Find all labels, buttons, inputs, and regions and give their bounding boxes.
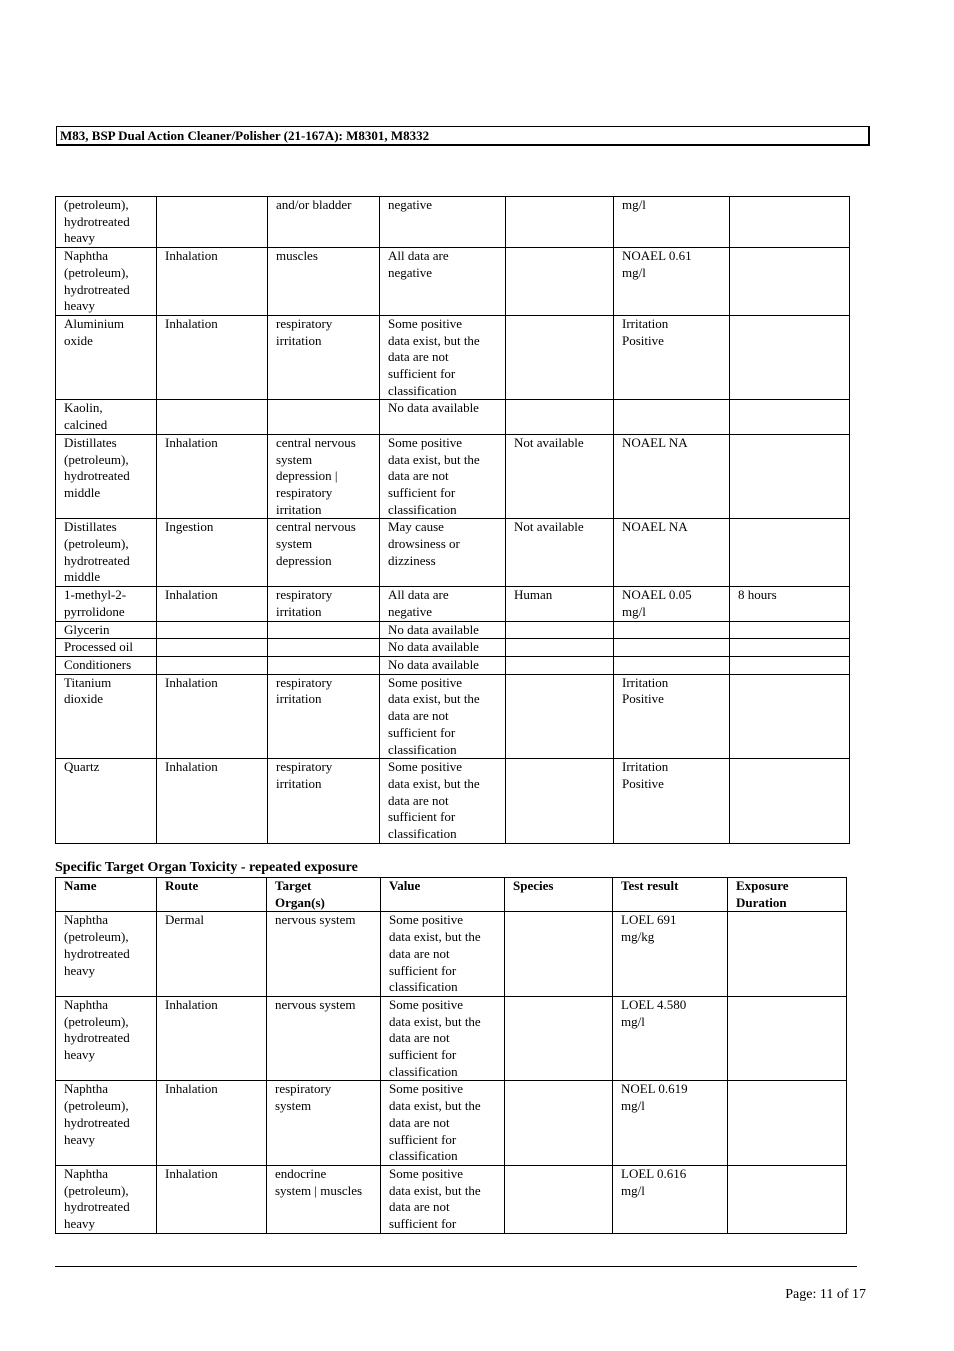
column-header: Target Organ(s) [267,878,381,912]
column-header: Species [505,878,613,912]
name-cell: Quartz [56,759,157,844]
route-cell [157,400,268,434]
exposure-duration-cell: 8 hours [730,587,850,621]
species-cell [506,197,614,248]
route-cell: Dermal [157,912,267,997]
route-cell: Inhalation [157,996,267,1081]
target-organ-cell: endocrine system | muscles [267,1165,381,1233]
value-cell: Some positive data exist, but the data are not sufficient for classification [381,996,505,1081]
single-exposure-table [55,196,850,844]
exposure-duration-cell [730,639,850,657]
test-result-cell: LOEL 4.580 mg/l [613,996,728,1081]
table-row [56,639,850,657]
target-organ-cell: respiratory system [267,1081,381,1166]
test-result-cell [614,656,730,674]
target-organ-cell: nervous system [267,996,381,1081]
name-cell: Naphtha (petroleum), hydrotreated heavy [56,912,157,997]
test-result-cell: LOEL 691 mg/kg [613,912,728,997]
route-cell: Inhalation [157,587,268,621]
species-cell [506,315,614,400]
test-result-cell: LOEL 0.616 mg/l [613,1165,728,1233]
test-result-cell: Irritation Positive [614,315,730,400]
document-title: M83, BSP Dual Action Cleaner/Polisher (21-167A): M8301, M8332 [60,128,430,143]
target-organ-cell: muscles [268,248,380,316]
route-cell: Inhalation [157,674,268,759]
table-row [56,197,850,248]
species-cell [505,912,613,997]
name-cell: Naphtha (petroleum), hydrotreated heavy [56,996,157,1081]
target-organ-cell [268,400,380,434]
route-cell: Inhalation [157,248,268,316]
test-result-cell: NOEL 0.619 mg/l [613,1081,728,1166]
species-cell [505,1081,613,1166]
name-cell: Titanium dioxide [56,674,157,759]
value-cell: Some positive data exist, but the data are not sufficient for classification [380,434,506,519]
route-cell [157,656,268,674]
name-cell: Processed oil [56,639,157,657]
column-header: Exposure Duration [728,878,847,912]
route-cell: Inhalation [157,759,268,844]
column-header: Name [56,878,157,912]
species-cell [505,996,613,1081]
value-cell: No data available [380,639,506,657]
test-result-cell: NOAEL 0.61 mg/l [614,248,730,316]
exposure-duration-cell [728,996,847,1081]
table-row [56,656,850,674]
route-cell: Inhalation [157,434,268,519]
exposure-duration-cell [728,1165,847,1233]
table-row [56,1165,847,1233]
species-cell [506,759,614,844]
test-result-cell [614,639,730,657]
route-cell: Inhalation [157,315,268,400]
table-row [56,248,850,316]
name-cell: Conditioners [56,656,157,674]
species-cell [505,1165,613,1233]
value-cell: negative [380,197,506,248]
value-cell: No data available [380,656,506,674]
route-cell: Inhalation [157,1081,267,1166]
table-row [56,996,847,1081]
species-cell: Not available [506,519,614,587]
repeated-exposure-table [55,877,847,1234]
value-cell: All data are negative [380,248,506,316]
value-cell: No data available [380,621,506,639]
exposure-duration-cell [730,656,850,674]
species-cell [506,248,614,316]
name-cell: Kaolin, calcined [56,400,157,434]
species-cell [506,639,614,657]
value-cell: No data available [380,400,506,434]
target-organ-cell: respiratory irritation [268,759,380,844]
route-cell [157,197,268,248]
exposure-duration-cell [730,434,850,519]
table-header-row [56,878,847,912]
species-cell: Human [506,587,614,621]
test-result-cell: NOAEL NA [614,434,730,519]
test-result-cell: Irritation Positive [614,759,730,844]
column-header: Route [157,878,267,912]
table-row [56,434,850,519]
table-row [56,519,850,587]
route-cell: Inhalation [157,1165,267,1233]
name-cell: Naphtha (petroleum), hydrotreated heavy [56,1165,157,1233]
value-cell: Some positive data exist, but the data are not sufficient for classification [380,315,506,400]
exposure-duration-cell [730,197,850,248]
table-row [56,400,850,434]
name-cell: Aluminium oxide [56,315,157,400]
exposure-duration-cell [730,759,850,844]
section-heading-repeated-exposure: Specific Target Organ Toxicity - repeated exposure [55,860,358,875]
table-row [56,759,850,844]
route-cell: Ingestion [157,519,268,587]
footer-divider [55,1266,857,1267]
name-cell: Distillates (petroleum), hydrotreated middle [56,519,157,587]
target-organ-cell [268,639,380,657]
table-row [56,674,850,759]
target-organ-cell: respiratory irritation [268,587,380,621]
test-result-cell: NOAEL 0.05 mg/l [614,587,730,621]
target-organ-cell: central nervous system depression [268,519,380,587]
value-cell: All data are negative [380,587,506,621]
species-cell: Not available [506,434,614,519]
target-organ-cell: respiratory irritation [268,674,380,759]
document-header [56,126,870,146]
name-cell: Naphtha (petroleum), hydrotreated heavy [56,248,157,316]
table-row [56,587,850,621]
exposure-duration-cell [730,621,850,639]
value-cell: Some positive data exist, but the data are not sufficient for classification [381,912,505,997]
exposure-duration-cell [728,1081,847,1166]
target-organ-cell: central nervous system depression | respiratory irritation [268,434,380,519]
test-result-cell [614,400,730,434]
test-result-cell: NOAEL NA [614,519,730,587]
species-cell [506,674,614,759]
test-result-cell: Irritation Positive [614,674,730,759]
target-organ-cell [268,656,380,674]
table-row [56,621,850,639]
target-organ-cell: and/or bladder [268,197,380,248]
table-row [56,1081,847,1166]
target-organ-cell: respiratory irritation [268,315,380,400]
exposure-duration-cell [728,912,847,997]
page-number: Page: 11 of 17 [785,1287,866,1302]
name-cell: Naphtha (petroleum), hydrotreated heavy [56,1081,157,1166]
table-row [56,912,847,997]
column-header: Test result [613,878,728,912]
exposure-duration-cell [730,315,850,400]
name-cell: Distillates (petroleum), hydrotreated middle [56,434,157,519]
exposure-duration-cell [730,519,850,587]
value-cell: Some positive data exist, but the data are not sufficient for classification [381,1081,505,1166]
species-cell [506,400,614,434]
target-organ-cell [268,621,380,639]
value-cell: Some positive data exist, but the data are not sufficient for [381,1165,505,1233]
route-cell [157,621,268,639]
value-cell: May cause drowsiness or dizziness [380,519,506,587]
name-cell: 1-methyl-2- pyrrolidone [56,587,157,621]
value-cell: Some positive data exist, but the data are not sufficient for classification [380,674,506,759]
target-organ-cell: nervous system [267,912,381,997]
exposure-duration-cell [730,248,850,316]
route-cell [157,639,268,657]
test-result-cell [614,621,730,639]
column-header: Value [381,878,505,912]
species-cell [506,621,614,639]
table-row [56,315,850,400]
value-cell: Some positive data exist, but the data are not sufficient for classification [380,759,506,844]
test-result-cell: mg/l [614,197,730,248]
name-cell: Glycerin [56,621,157,639]
exposure-duration-cell [730,674,850,759]
name-cell: (petroleum), hydrotreated heavy [56,197,157,248]
species-cell [506,656,614,674]
exposure-duration-cell [730,400,850,434]
